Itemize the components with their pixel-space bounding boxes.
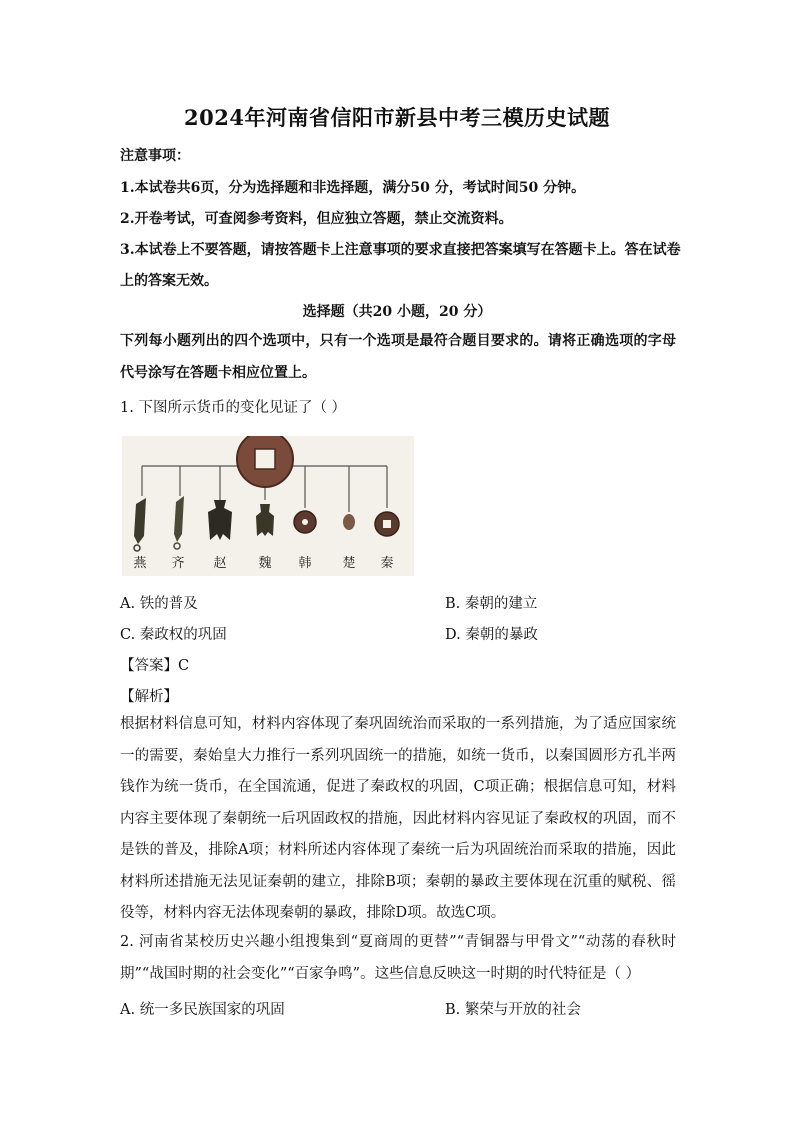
- q2-option-b: B. 繁荣与开放的社会: [445, 1002, 581, 1018]
- q2-stem: 2. 河南省某校历史兴趣小组搜集到“夏商周的更替”“青铜器与甲骨文”“动荡的春秋时期”“战国时期的社会变化”“百家争鸣”。这些信息反映这一时期的时代特征是（ ）: [120, 934, 676, 982]
- q1-option-d: D. 秦朝的暴政: [445, 627, 538, 643]
- coin-label-qin: 秦: [380, 556, 394, 571]
- notice-item-3-line-2: 上的答案无效。: [120, 273, 218, 289]
- q2-option-a: A. 统一多民族国家的巩固: [120, 1002, 285, 1018]
- coin-label-qi: 齐: [171, 556, 185, 571]
- notice-item-3-line-1: 3.本试卷上不要答题，请按答题卡上注意事项的要求直接把答案填写在答题卡上。答在试卷: [120, 242, 681, 258]
- coin-label-han: 韩: [298, 556, 312, 571]
- coin-label-chu: 楚: [342, 556, 356, 571]
- q1-answer: 【答案】C: [120, 658, 190, 674]
- q1-analysis: 根据材料信息可知，材料内容体现了秦巩固统治而采取的一系列措施，为了适应国家统一的需要，秦始皇大力推行一系列巩固统一的措施，如统一货币，以秦国圆形方孔半两钱作为统一货币，在全国流通，促进了秦政权的巩固，C项正确；根据信息可知，材料内容主要体现了秦朝统一后巩固政权的措施，因此材料内容见证了秦政权的巩固，而不是铁的普及，排除A项；材料所述内容体现了秦统一后为巩固统治而采取的措施，因此材料所述措施无法见证秦朝的建立，排除B项；秦朝的暴政主要体现在沉重的赋税、徭役等，材料内容无法体现秦朝的暴政，排除D项。故选C项。: [120, 716, 676, 921]
- notice-heading: 注意事项：: [120, 148, 190, 164]
- notice-item-2: 2.开卷考试，可查阅参考资料，但应独立答题，禁止交流资料。: [120, 211, 513, 227]
- coin-label-zhao: 赵: [213, 556, 227, 571]
- q1-option-c: C. 秦政权的巩固: [120, 627, 227, 643]
- section-instruction: 下列每小题列出的四个选项中，只有一个选项是最符合题目要求的。请将正确选项的字母代号涂写在答题卡相应位置上。: [120, 333, 676, 381]
- q1-option-b: B. 秦朝的建立: [445, 596, 538, 612]
- q1-analysis-heading: 【解析】: [120, 689, 178, 705]
- notice-item-1: 1.本试卷共6页，分为选择题和非选择题，满分50 分，考试时间50 分钟。: [120, 180, 586, 196]
- q1-option-a: A. 铁的普及: [120, 596, 198, 612]
- coin-label-yan: 燕: [133, 556, 147, 571]
- section-heading: 选择题（共20 小题，20 分）: [302, 304, 492, 320]
- coin-label-wei: 魏: [258, 556, 272, 571]
- coin-figure: [122, 436, 414, 576]
- q1-stem: 1. 下图所示货币的变化见证了（ ）: [120, 400, 347, 416]
- exam-title: 2024年河南省信阳市新县中考三模历史试题: [184, 105, 610, 130]
